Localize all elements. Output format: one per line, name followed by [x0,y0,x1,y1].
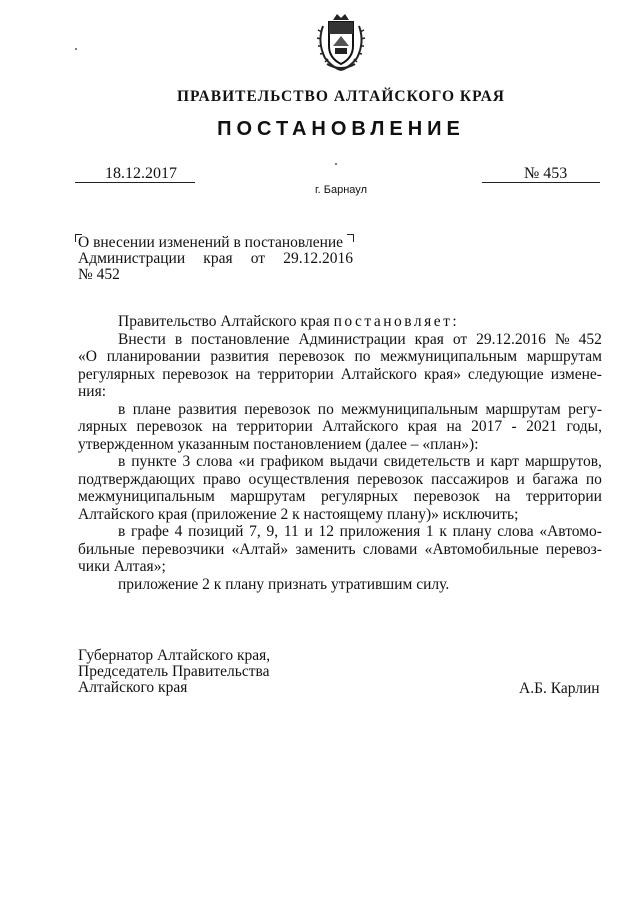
word: территории [525,488,602,505]
coat-of-arms-icon [313,12,369,72]
word: на [235,365,251,383]
word: на [446,418,462,435]
word: и [476,453,485,470]
word: 29.12.2016 [476,330,546,348]
word: края [414,330,444,348]
signature-block [78,648,270,696]
word: в [174,330,183,348]
paragraph-line [78,348,602,366]
word: годы, [566,418,602,435]
word: планировании [106,348,201,365]
word: регулярных [320,488,399,505]
word: от [250,250,266,267]
word: 11 [283,523,299,540]
intro-prefix: Правительство Алтайского края [118,313,330,330]
word: - [511,418,517,435]
word: лярных [78,418,128,435]
paragraph-line [78,541,602,559]
word: и [516,470,525,488]
paragraph-line: Алтайского края (приложение 2 к настоящему плану)» исключить; [78,505,519,523]
word: маршрутов, [524,453,602,470]
word: в [118,523,126,540]
government-heading: ПРАВИТЕЛЬСТВО АЛТАЙСКОГО КРАЯ [177,88,505,105]
word: на [495,488,511,505]
word: в [118,453,126,470]
word: плане [132,400,171,418]
word: багажа [532,470,579,488]
paragraph-line [78,453,602,471]
word: по [354,348,371,365]
word: и [304,523,313,540]
word: перевозок [244,400,311,418]
word: перевоз- [545,540,602,558]
paragraph-line [78,331,602,349]
word: маршрутам [485,400,561,418]
word: перевозок [413,488,480,505]
word: «Алтай» [231,540,289,558]
word: маршрутам [230,488,306,505]
word: Внести [118,330,166,348]
paragraph-line: ния: [78,383,107,400]
word: развития [178,400,237,418]
word: перевозок [136,418,203,435]
word: «Автомо- [539,523,602,540]
signatory-name: А.Б. Карлин [519,680,600,697]
word: развития [210,348,269,365]
document-subject [78,235,353,283]
word: слова [497,523,534,540]
paragraph-line [78,523,602,541]
word: заменить [295,540,356,558]
word: перевозок [357,470,424,488]
word: Алтайского [340,365,417,383]
subject-line: № 452 [78,266,120,283]
word: «Автомобильные [424,540,539,558]
paragraph-line [78,488,602,506]
word: края [203,250,233,267]
paragraph-line: чики Алтая»; [78,558,166,575]
word: осуществления [248,470,350,488]
paragraph-line: утвержденном указанным постановлением (далее – «план»): [78,435,479,453]
word: по [585,470,602,488]
word: графе [131,523,169,540]
word: Алтайского [322,418,399,435]
word: бильные [78,540,135,558]
paragraph-line [78,401,602,419]
word: территории [257,365,334,383]
word: по [317,400,334,418]
number-underline [482,182,600,183]
document-number: № 453 [524,165,568,182]
paragraph-line [78,418,602,436]
word: края [407,418,438,435]
word: 7, [249,523,261,540]
word: слова [196,453,233,470]
word: межмуниципальным [341,400,479,418]
word: на [212,418,228,435]
word: 2021 [526,418,558,435]
city-label: г. Барнаул [315,184,367,196]
word: 452 [578,330,602,348]
word: выдачи [329,453,378,470]
word: 29.12.2016 [283,250,353,267]
word: от [452,330,468,348]
word: регу- [568,400,602,418]
word: карт [490,453,519,470]
paragraph-line [78,366,602,384]
word: перевозок [162,365,229,383]
intro-spaced-word: постановляет: [333,313,460,330]
document-body [78,313,602,593]
word: 4 [174,523,183,540]
word: 9, [266,523,279,540]
word: Администрации [298,330,406,348]
word: пассажиров [430,470,509,488]
word: Администрации [78,250,186,267]
word: «О [78,348,97,365]
word: позиций [188,523,244,540]
word: территории [236,418,313,435]
word: право [202,470,241,488]
word: края» [423,365,461,383]
word: межмуниципальным [78,488,215,505]
word: в [118,400,126,418]
signatory-title-line: Губернатор Алтайского края, [78,647,271,664]
word: к [439,523,447,540]
word: приложения [339,523,421,540]
word: 3 [182,453,191,470]
document-type-title: ПОСТАНОВЛЕНИЕ [217,118,465,140]
word: 2017 [471,418,503,435]
word: маршрутам [526,348,602,365]
word: «и [238,453,255,470]
intro-line [78,313,602,331]
document-date: 18.12.2017 [105,165,177,182]
subject-line-justified [78,251,353,267]
scan-speck [335,163,337,165]
scan-speck [75,48,77,50]
word: межмуниципальным [380,348,518,365]
word: плану [452,523,492,540]
subject-line: О внесении изменений в постановление [78,234,344,251]
word: № [554,330,570,348]
word: 12 [318,523,334,540]
signatory-title-line: Председатель Правительства [78,663,270,680]
word: словами [362,540,418,558]
word: свидетельств [383,453,471,470]
word: пункте [131,453,177,470]
word: подтверждающих [78,470,196,488]
paragraph-line: приложение 2 к плану признать утратившим силу. [118,575,450,593]
signatory-title-line: Алтайского края [78,679,188,696]
word: регулярных [78,365,156,383]
word: постановление [191,330,290,348]
word: перевозок [278,348,345,365]
word: графиком [260,453,324,470]
word: измене- [550,365,602,383]
word: следующие [468,365,544,383]
paragraph-line [78,471,602,489]
date-underline [75,182,195,183]
word: перевозчики [141,540,225,558]
word: 1 [425,523,434,540]
